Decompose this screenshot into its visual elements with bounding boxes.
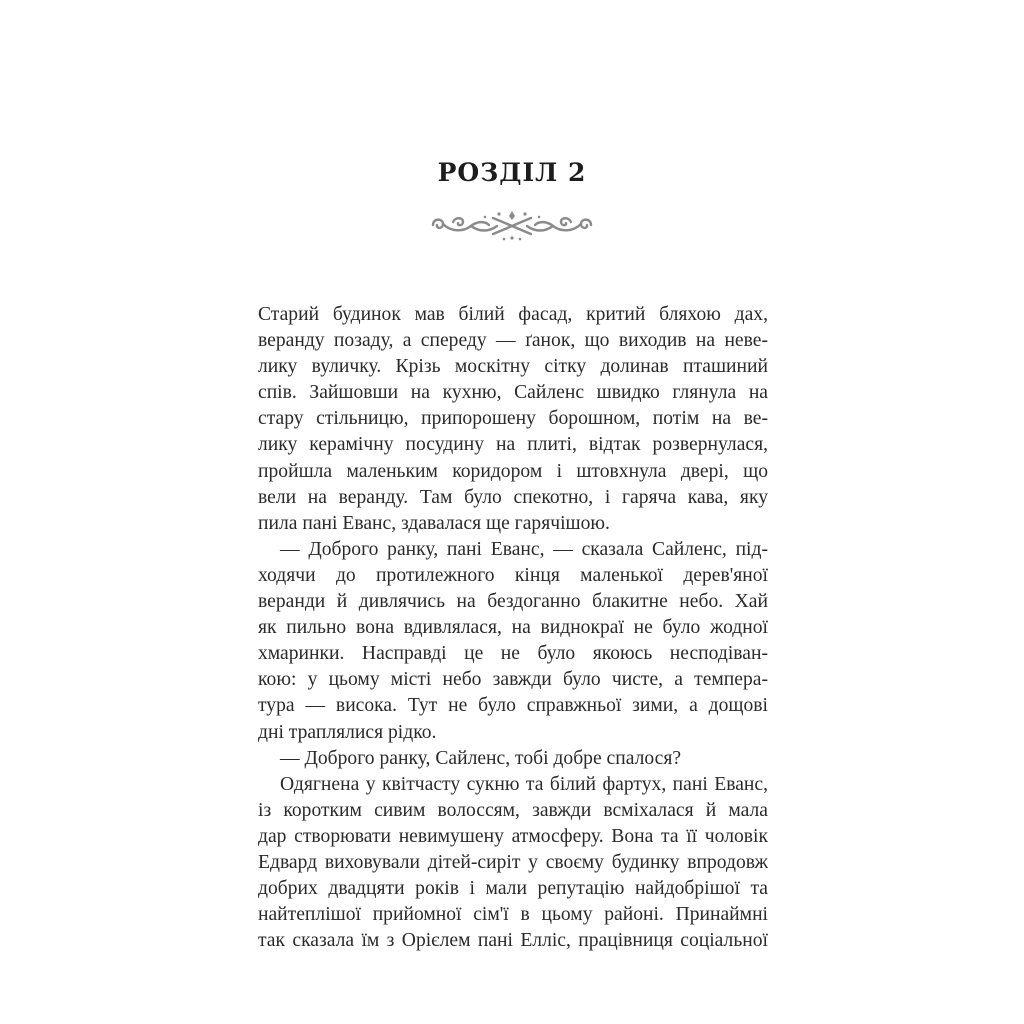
text-line: дні траплялися рідко.	[258, 721, 437, 743]
text-line: найтеплішої прийомної сім'ї в цьому районі. Принаймні	[258, 904, 768, 926]
text-line: тура — висока. Тут не було справжньої зими, а дощові	[258, 695, 768, 717]
text-line: ходячи до протилежного кінця маленької дерев'яної	[258, 564, 768, 586]
chapter-title: РОЗДІЛ 2	[437, 158, 587, 187]
text-line: кою: у цьому місті небо завжди було чисте, а темпера-	[258, 669, 768, 691]
text-line: стару стільницю, припорошену борошном, потім на ве-	[258, 408, 768, 430]
text-line: лику вуличку. Крізь москітну сітку долинав пташиний	[258, 356, 768, 378]
text-line: веранди й дивлячись на бездоганно блакитне небо. Хай	[258, 591, 768, 613]
text-line: як пильно вона вдивлялася, на виднокраї не було жодної	[258, 617, 768, 639]
text-line: Одягнена у квітчасту сукню та білий фартух, пані Еванс,	[280, 773, 768, 795]
text-line: хмаринки. Насправді це не було якоюсь несподіван-	[258, 643, 768, 665]
text-line: із коротким сивим волоссям, завжди всміхалася й мала	[258, 799, 768, 821]
text-line: вели на веранду. Там було спекотно, і гаряча кава, яку	[258, 486, 768, 508]
text-line: добрих двадцяти років і мали репутацію найдобрішої та	[258, 878, 768, 900]
text-line: пила пані Еванс, здавалася ще гарячішою.	[258, 512, 610, 534]
text-line: веранду позаду, а спереду — ґанок, що виходив на неве-	[258, 330, 768, 352]
text-line: так сказала їм з Орієлем пані Елліс, працівниця соціальної	[258, 930, 768, 952]
text-line: — Доброго ранку, пані Еванс, — сказала Сайленс, під-	[280, 538, 768, 560]
chapter-body	[258, 302, 768, 954]
text-line: спів. Зайшовши на кухню, Сайленс швидко глянула на	[258, 382, 768, 404]
text-line: Старий будинок мав білий фасад, критий бляхою дах,	[258, 304, 768, 325]
text-line: Едвард виховували дітей-сиріт у своєму будинку впродовж	[258, 851, 768, 873]
text-line: лику керамічну посудину на плиті, відтак розвернулася,	[258, 434, 768, 456]
text-line: пройшла маленьким коридором і штовхнула двері, що	[258, 460, 768, 482]
text-line: дар створювати невимушену атмосферу. Вона та її чоловік	[258, 825, 768, 847]
flourish-divider-icon	[427, 208, 597, 242]
text-line: — Доброго ранку, Сайленс, тобі добре спалося?	[280, 747, 682, 769]
